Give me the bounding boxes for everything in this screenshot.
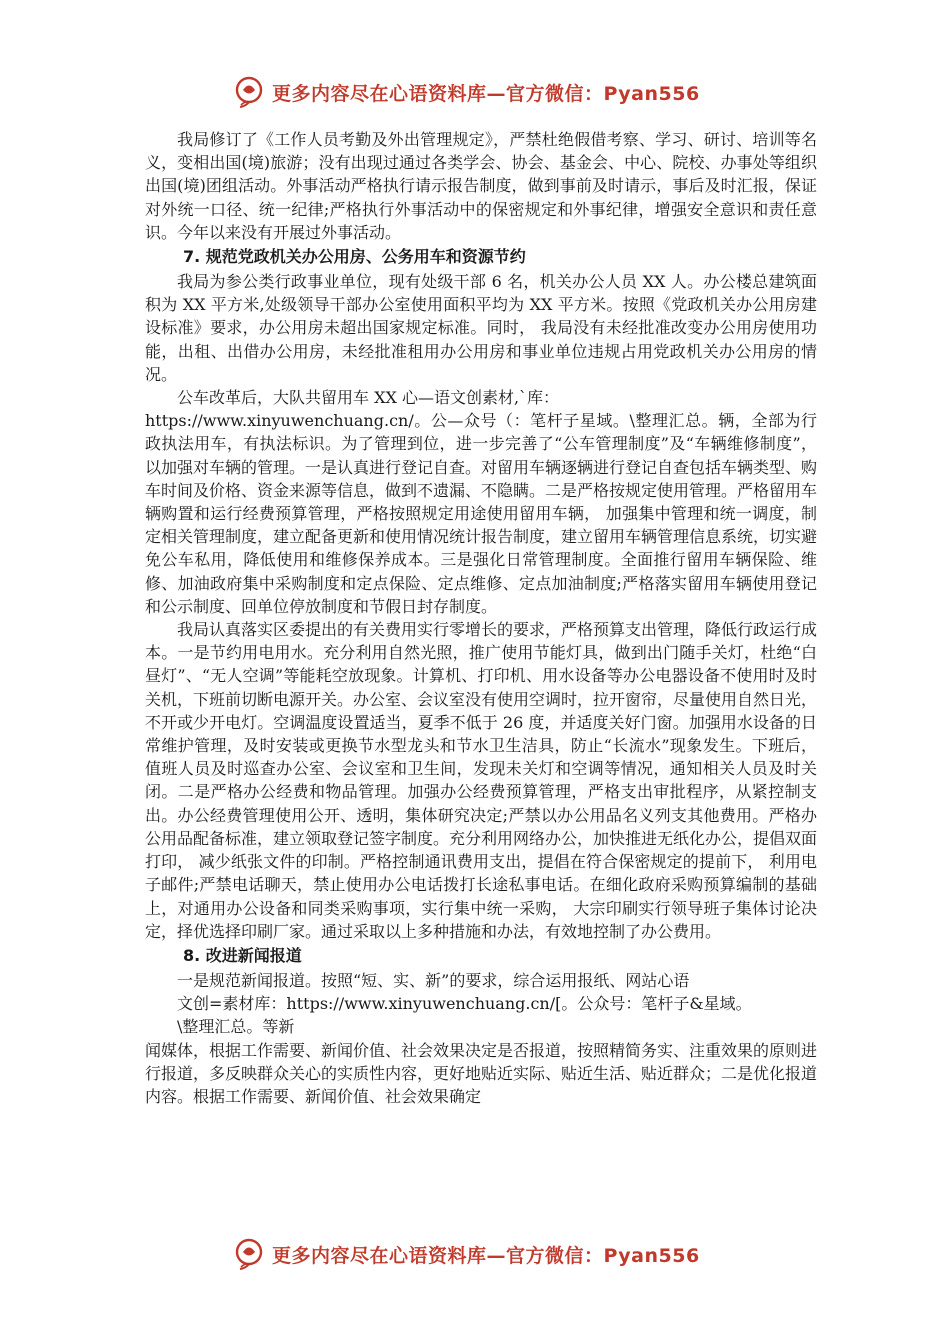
rose-logo-icon — [232, 1237, 266, 1271]
paragraph-news-line1: 一是规范新闻报道。按照“短、实、新”的要求，综合运用报纸、网站心语 — [177, 970, 690, 990]
banner-text: 更多内容尽在心语资料库—官方微信：Pyan556 — [272, 82, 700, 105]
banner-text: 更多内容尽在心语资料库—官方微信：Pyan556 — [272, 1244, 700, 1267]
paragraph-vehicles-line1: 公车改革后，大队共留用车 XX 心—语文创素材,`库： — [177, 388, 560, 408]
header-banner — [0, 70, 950, 114]
paragraph-vehicles: https://www.xinyuwenchuang.cn/。公—众号（：笔杆子星域。\整理汇总。辆，全部为行政执法用车，有执法标识。为了管理到位，进一步完善了“公车管理制度”及“车辆维修制度”，以加强对车辆的管理。一是认真进行登记自查。对留用车辆逐辆进行登记自查包括车辆类型、购车时间及价格、资金来源等信息，做到不遗漏、不隐瞒。二是严格按规定使用管理。严格留用车辆购置和运行经费预算管理，严格按照规定用途使用留用车辆， 加强集中管理和统一调度，制定相关管理制度，建立配备更新和使用情况统计报告制度，建立留用车辆管理信息系统，切实避免公车私用，降低使用和维修保养成本。三是强化日常管理制度。全面推行留用车辆保险、维修、加油政府集中采购制度和定点保险、定点维修、定点加油制度;严格落实留用车辆使用登记和公示制度、回单位停放制度和节假日封存制度。 — [145, 411, 818, 616]
rose-logo-icon — [232, 75, 266, 109]
paragraph-foreign-affairs: 我局修订了《工作人员考勤及外出管理规定》，严禁杜绝假借考察、学习、研讨、培训等名义，变相出国(境)旅游；没有出现过通过各类学会、协会、基金会、中心、院校、办事处等组织出国(境)团组活动。外事活动严格执行请示报告制度，做到事前及时请示，事后及时汇报，保证对外统一口径、统一纪律;严格执行外事活动中的保密规定和外事纪律，增强安全意识和责任意识。今年以来没有开展过外事活动。 — [145, 130, 817, 242]
paragraph-office-space: 我局为参公类行政事业单位，现有处级干部 6 名，机关办公人员 XX 人。办公楼总建筑面积为 XX 平方米,处级领导干部办公室使用面积平均为 XX 平方米。按照《党政机关办公用房建设标准》要求，办公用房未超出国家规定标准。同时， 我局没有未经批准改变办公用房使用功能，出租、出借办公用房，未经批准租用办公用房和事业单位违规占用党政机关办公用房的情况。 — [145, 272, 817, 384]
section-heading-7: 7. 规范党政机关办公用房、公务用车和资源节约 — [183, 247, 526, 267]
paragraph-news-line3: \整理汇总。等新 — [177, 1017, 295, 1037]
section-heading-8: 8. 改进新闻报道 — [183, 945, 302, 965]
document-body — [145, 128, 817, 1108]
paragraph-news-body: 闻媒体，根据工作需要、新闻价值、社会效果决定是否报道，按照精简务实、注重效果的原则进行报道，多反映群众关心的实质性内容，更好地贴近实际、贴近生活、贴近群众；二是优化报道内容。根据工作需要、新闻价值、社会效果确定 — [145, 1040, 818, 1106]
footer-banner — [0, 1232, 950, 1276]
paragraph-news-line2: 文创=素材库：https://www.xinyuwenchuang.cn/[。公众号：笔杆子&星域。 — [177, 994, 752, 1014]
paragraph-cost-saving: 我局认真落实区委提出的有关费用实行零增长的要求，严格预算支出管理，降低行政运行成本。一是节约用电用水。充分利用自然光照，推广使用节能灯具，做到出门随手关灯，杜绝“白昼灯”、“无人空调”等能耗空放现象。计算机、打印机、用水设备等办公电器设备不使用时及时关机，下班前切断电源开关。办公室、会议室没有使用空调时，拉开窗帘，尽量使用自然日光，不开或少开电灯。空调温度设置适当，夏季不低于 26 度，并适度关好门窗。加强用水设备的日常维护管理，及时安装或更换节水型龙头和节水卫生洁具，防止“长流水”现象发生。下班后，值班人员及时巡查办公室、会议室和卫生间，发现未关灯和空调等情况，通知相关人员及时关闭。二是严格办公经费和物品管理。加强办公经费预算管理，严格支出审批程序，从紧控制支出。办公经费管理使用公开、透明，集体研究决定;严禁以办公用品名义列支其他费用。严格办公用品配备标准，建立领取登记签字制度。充分利用网络办公，加快推进无纸化办公，提倡双面打印， 减少纸张文件的印制。严格控制通讯费用支出，提倡在符合保密规定的提前下， 利用电子邮件;严禁电话聊天，禁止使用办公电话拨打长途私事电话。在细化政府采购预算编制的基础上，对通用办公设备和同类采购事项，实行集中统一采购， 大宗印刷实行领导班子集体讨论决定，择优选择印刷厂家。通过采取以上多种措施和办法，有效地控制了办公费用。 — [145, 620, 818, 941]
